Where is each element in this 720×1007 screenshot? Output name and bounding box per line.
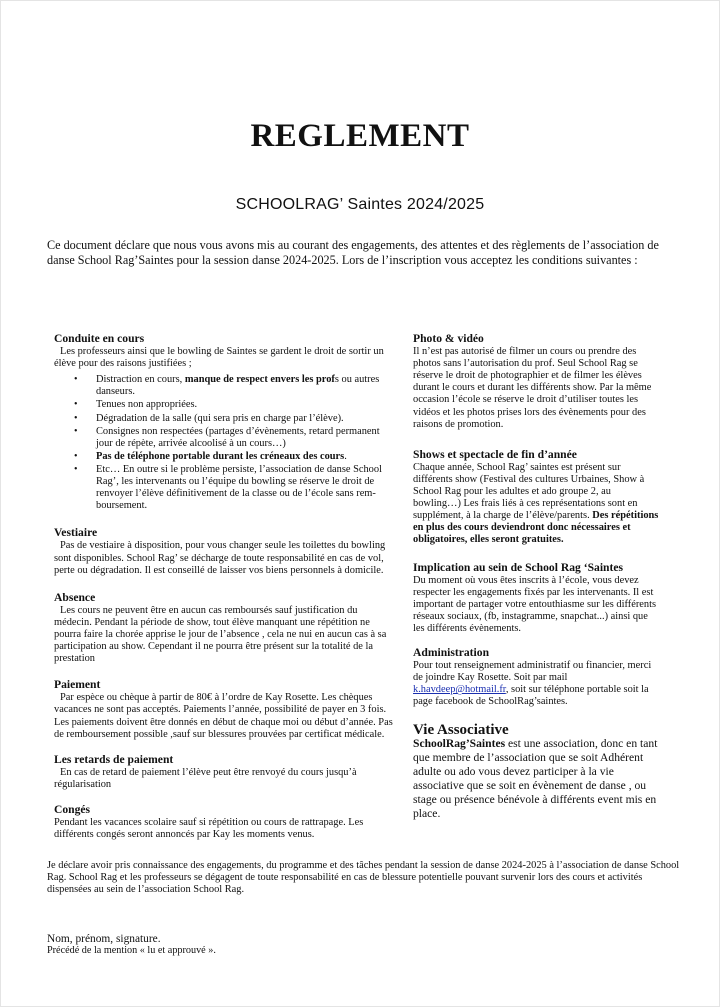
section-heading: Vestiaire xyxy=(54,526,98,540)
section-text: Les cours ne peuvent être en aucun cas remboursés sauf justification du médecin. Pendant la période de show, tout élève manquant une répétition ne pourra faire la chorée apprise le jour de l’absence , cela ne nui en aucun cas à sa participation au show. Cependant il ne pourra être présent sur la totalité de la prestation xyxy=(54,604,387,665)
section-photo xyxy=(413,333,659,431)
section-conges xyxy=(54,804,396,841)
section-text: Pour tout renseignement administratif ou financier, merci de joindre Kay Rosette. Soit par mail k.havdeep@hotmail.fr, soit sur téléphone portable soit la page facebook de SchoolRag’saintes. xyxy=(413,660,652,708)
section-text: SchoolRag’Saintes est une association, donc en tant que membre de l’association que se soit Adhérent adulte ou ado vous devez participer à la vie associative que se soit en évènement de danse , ou stage ou présence bénévole à différents event mis en place. xyxy=(413,736,658,820)
signature-block xyxy=(47,933,216,958)
section-administration xyxy=(413,647,659,708)
section-implication xyxy=(413,562,659,636)
list-item: • Dégradation de la salle (qui sera pris en charge par l’élève). xyxy=(96,413,396,425)
list-item: • Tenues non appropriées. xyxy=(96,399,396,411)
right-column xyxy=(413,333,659,821)
section-text: Pendant les vacances scolaire sauf si répétition ou cours de rattrapage. Les différents congés seront annoncés par Kay les moments venus. xyxy=(54,817,364,841)
document-subtitle: SCHOOLRAG’ Saintes 2024/2025 xyxy=(235,196,485,213)
section-absence xyxy=(54,592,396,666)
section-heading: Shows et spectacle de fin d’année xyxy=(413,447,577,461)
intro-paragraph: Ce document déclare que nous vous avons mis au courant des engagements, des attentes et des règlements de l’association de danse School Rag’Saintes pour la session danse 2024-2025. Lors de l’inscription vous acceptez les conditions suivantes : xyxy=(47,238,659,267)
signature-mention: Précédé de la mention « lu et approuvé ». xyxy=(47,945,216,957)
document-title: REGLEMENT xyxy=(250,118,470,154)
email-link[interactable]: k.havdeep@hotmail.fr xyxy=(413,684,506,696)
section-conduite xyxy=(54,333,396,512)
section-heading: Photo & vidéo xyxy=(413,332,484,345)
list-item: • Distraction en cours, manque de respect envers les profs ou autres danseurs. xyxy=(96,374,396,398)
section-text: Du moment où vous êtes inscrits à l’école, vous devez respecter les engagements fixés par les intervenants. Il est important de partager votre entouthiasme sur les différents réseaux sociaux, (fb, instagramme, snapchat...) ainsi que les différents évènements. xyxy=(413,574,657,634)
section-heading: Implication au sein de School Rag ‘Saintes xyxy=(413,560,624,574)
section-vie-associative xyxy=(413,721,659,821)
section-heading: Vie Associative xyxy=(413,721,509,738)
declaration-paragraph: Je déclare avoir pris connaissance des engagements, du programme et des tâches pendant la session de danse 2024-2025 à l’association de danse School Rag. School Rag et les professeurs se dégagent de toute responsabilité en cas de blessure potentielle pouvant survenir lors des cours et activités dispensées au sein de l’association School Rag. xyxy=(47,860,680,896)
section-text: Chaque année, School Rag’ saintes est présent sur différents show (Festival des cultures Urbaines, Show à School Rag pour les adultes et ado groupe 2, au bowling…) Les frais liés à ces représentations sont en supplément, à la charge de l’élève/parents. Des répétitions en plus des cours deviendront donc nécessaires et obligatoires, elles seront gratuites. xyxy=(413,461,659,546)
list-item: • Etc… En outre si le problème persiste, l’association de danse School Rag’, les intervenants ou l’équipe du bowling se réserve le droit de renvoyer l’élève définitivement de la classe ou de l’école sans rem-boursement. xyxy=(96,464,396,512)
section-retards xyxy=(54,754,396,791)
section-text: En cas de retard de paiement l’élève peut être renvoyé du cours jusqu’à régularisation xyxy=(54,766,357,790)
list-item: • Consignes non respectées (partages d’évènements, retard permanent jour de répète, arrivée alcoolisé à un cours…) xyxy=(96,426,396,450)
section-shows xyxy=(413,449,659,547)
section-text: Pas de vestiaire à disposition, pour vous changer seule les toilettes du bowling sont disponibles. School Rag’ se décharge de toute responsabilité en cas de vol, perte ou dégradation. Il est conseillé de laisser vos biens personnels à domicile. xyxy=(54,540,386,576)
left-column xyxy=(54,333,396,841)
section-text: Les professeurs ainsi que le bowling de Saintes se gardent le droit de sortir un élève pour des raisons justifiées ; xyxy=(54,346,384,370)
section-heading: Les retards de paiement xyxy=(54,752,174,766)
section-text: Par espèce ou chèque à partir de 80€ à l’ordre de Kay Rosette. Les chèques vacances ne sont pas acceptés. Paiements l’année, possibilité de payer en 3 fois. Les paiements doivent être donnés en début de chaque moi ou début d’année. Pas de remboursement possible ,sauf sur blessures prouvées par certificat médicale. xyxy=(54,692,393,740)
section-heading: Congés xyxy=(54,803,91,816)
section-text: Il n’est pas autorisé de filmer un cours ou prendre des photos sans l’autorisation du prof. Seul School Rag se réserve le droit de photographier et de filmer les élèves durant le cours et durant les différents show. Par la même occasion l’école se réserve le droit d’utiliser toutes les vidéos et les photos prises lors des évènements pour des raisons de promotion. xyxy=(413,346,652,430)
section-heading: Absence xyxy=(54,590,96,604)
signature-label: Nom, prénom, signature. xyxy=(47,933,161,945)
section-heading: Conduite en cours xyxy=(54,332,145,345)
section-vestiaire xyxy=(54,527,396,576)
section-heading: Paiement xyxy=(54,678,101,692)
section-heading: Administration xyxy=(413,646,490,660)
list-item: • Pas de téléphone portable durant les créneaux des cours. xyxy=(96,451,396,463)
section-paiement xyxy=(54,679,396,740)
rules-list xyxy=(54,374,396,512)
